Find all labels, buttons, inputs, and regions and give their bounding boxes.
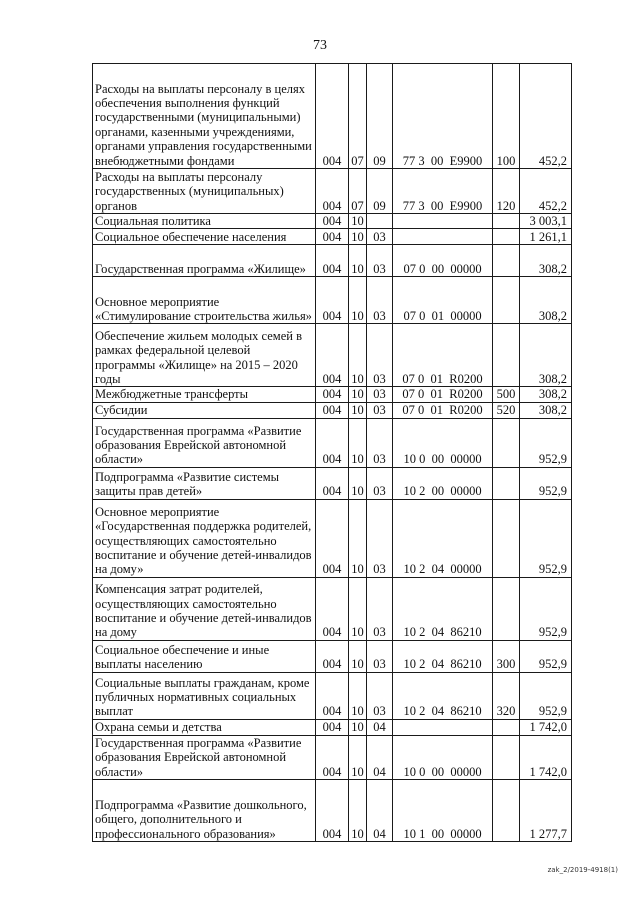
subsection-code: 04: [367, 780, 393, 842]
ved-code: 004: [316, 780, 349, 842]
expense-type-code: 320: [493, 672, 520, 719]
expense-type-code: 520: [493, 402, 520, 418]
target-article-code: 10 2 04 86210: [393, 640, 493, 672]
table-body: [93, 64, 572, 842]
table-row: [93, 780, 572, 842]
subsection-code: 04: [367, 735, 393, 779]
amount: 1 261,1: [520, 229, 572, 245]
section-code: 10: [349, 387, 367, 402]
section-code: 10: [349, 719, 367, 735]
expense-type-code: [493, 780, 520, 842]
table-row: [93, 418, 572, 467]
section-code: 10: [349, 245, 367, 277]
target-article-code: 07 0 01 00000: [393, 277, 493, 324]
section-code: 10: [349, 577, 367, 640]
expense-type-code: [493, 229, 520, 245]
ved-code: 004: [316, 245, 349, 277]
target-article-code: 10 2 00 00000: [393, 467, 493, 499]
subsection-code: 09: [367, 169, 393, 214]
section-code: 10: [349, 640, 367, 672]
ved-code: 004: [316, 402, 349, 418]
section-code: 10: [349, 780, 367, 842]
expense-type-code: [493, 245, 520, 277]
amount: 452,2: [520, 64, 572, 169]
expense-type-code: [493, 214, 520, 229]
amount: 308,2: [520, 402, 572, 418]
amount: 308,2: [520, 245, 572, 277]
section-code: 07: [349, 64, 367, 169]
row-name: Государственная программа «Жилище»: [93, 245, 316, 277]
row-name: Подпрограмма «Развитие системы защиты прав детей»: [93, 467, 316, 499]
expense-type-code: 500: [493, 387, 520, 402]
target-article-code: 10 2 04 86210: [393, 577, 493, 640]
row-name: Обеспечение жильем молодых семей в рамках федеральной целевой программы «Жилище» на 2015 – 2020 годы: [93, 324, 316, 387]
amount: 952,9: [520, 467, 572, 499]
ved-code: 004: [316, 64, 349, 169]
amount: 452,2: [520, 169, 572, 214]
expense-type-code: 300: [493, 640, 520, 672]
target-article-code: [393, 229, 493, 245]
target-article-code: 07 0 01 R0200: [393, 387, 493, 402]
target-article-code: 10 0 00 00000: [393, 418, 493, 467]
target-article-code: 10 0 00 00000: [393, 735, 493, 779]
amount: 952,9: [520, 418, 572, 467]
subsection-code: 03: [367, 324, 393, 387]
ved-code: 004: [316, 672, 349, 719]
target-article-code: 07 0 01 R0200: [393, 402, 493, 418]
table-row: [93, 402, 572, 418]
ved-code: 004: [316, 577, 349, 640]
table-row: [93, 577, 572, 640]
amount: 308,2: [520, 387, 572, 402]
target-article-code: 07 0 01 R0200: [393, 324, 493, 387]
ved-code: 004: [316, 418, 349, 467]
section-code: 10: [349, 324, 367, 387]
section-code: 07: [349, 169, 367, 214]
ved-code: 004: [316, 214, 349, 229]
expense-type-code: 120: [493, 169, 520, 214]
table-row: [93, 214, 572, 229]
section-code: 10: [349, 418, 367, 467]
amount: 952,9: [520, 672, 572, 719]
row-name: Социальная политика: [93, 214, 316, 229]
subsection-code: 03: [367, 577, 393, 640]
section-code: 10: [349, 672, 367, 719]
target-article-code: 10 2 04 00000: [393, 499, 493, 577]
table-row: [93, 245, 572, 277]
subsection-code: 03: [367, 418, 393, 467]
table-row: [93, 64, 572, 169]
ved-code: 004: [316, 169, 349, 214]
subsection-code: 03: [367, 467, 393, 499]
ved-code: 004: [316, 719, 349, 735]
subsection-code: 03: [367, 229, 393, 245]
ved-code: 004: [316, 640, 349, 672]
subsection-code: 03: [367, 245, 393, 277]
subsection-code: 04: [367, 719, 393, 735]
target-article-code: 77 3 00 E9900: [393, 64, 493, 169]
target-article-code: 77 3 00 E9900: [393, 169, 493, 214]
amount: 308,2: [520, 324, 572, 387]
subsection-code: 09: [367, 64, 393, 169]
subsection-code: 03: [367, 672, 393, 719]
expense-type-code: [493, 499, 520, 577]
table-row: [93, 640, 572, 672]
table-row: [93, 467, 572, 499]
subsection-code: 03: [367, 402, 393, 418]
ved-code: 004: [316, 387, 349, 402]
ved-code: 004: [316, 467, 349, 499]
table-row: [93, 169, 572, 214]
expense-type-code: [493, 735, 520, 779]
table-row: [93, 735, 572, 779]
ved-code: 004: [316, 499, 349, 577]
row-name: Расходы на выплаты персоналу государственных (муниципальных) органов: [93, 169, 316, 214]
table-row: [93, 324, 572, 387]
row-name: Межбюджетные трансферты: [93, 387, 316, 402]
target-article-code: [393, 719, 493, 735]
expense-type-code: 100: [493, 64, 520, 169]
section-code: 10: [349, 214, 367, 229]
subsection-code: [367, 214, 393, 229]
amount: 952,9: [520, 577, 572, 640]
row-name: Социальное обеспечение и иные выплаты населению: [93, 640, 316, 672]
ved-code: 004: [316, 735, 349, 779]
document-footer-code: zak_2/2019-4918(1): [547, 866, 618, 874]
table-row: [93, 277, 572, 324]
amount: 1 742,0: [520, 735, 572, 779]
subsection-code: 03: [367, 640, 393, 672]
expense-type-code: [493, 277, 520, 324]
target-article-code: 10 2 04 86210: [393, 672, 493, 719]
expense-type-code: [493, 324, 520, 387]
target-article-code: 07 0 00 00000: [393, 245, 493, 277]
ved-code: 004: [316, 229, 349, 245]
row-name: Основное мероприятие «Стимулирование строительства жилья»: [93, 277, 316, 324]
target-article-code: 10 1 00 00000: [393, 780, 493, 842]
page-number: 73: [313, 38, 327, 53]
amount: 308,2: [520, 277, 572, 324]
target-article-code: [393, 214, 493, 229]
section-code: 10: [349, 467, 367, 499]
amount: 1 277,7: [520, 780, 572, 842]
expense-type-code: [493, 467, 520, 499]
amount: 952,9: [520, 499, 572, 577]
ved-code: 004: [316, 324, 349, 387]
table-row: [93, 719, 572, 735]
row-name: Социальное обеспечение населения: [93, 229, 316, 245]
row-name: Социальные выплаты гражданам, кроме публичных нормативных социальных выплат: [93, 672, 316, 719]
expense-type-code: [493, 719, 520, 735]
row-name: Государственная программа «Развитие образования Еврейской автономной области»: [93, 418, 316, 467]
table-row: [93, 387, 572, 402]
expense-type-code: [493, 577, 520, 640]
section-code: 10: [349, 499, 367, 577]
row-name: Государственная программа «Развитие образования Еврейской автономной области»: [93, 735, 316, 779]
section-code: 10: [349, 402, 367, 418]
ved-code: 004: [316, 277, 349, 324]
row-name: Компенсация затрат родителей, осуществляющих самостоятельно воспитание и обучение детей-инвалидов на дому: [93, 577, 316, 640]
section-code: 10: [349, 277, 367, 324]
row-name: Субсидии: [93, 402, 316, 418]
row-name: Основное мероприятие «Государственная поддержка родителей, осуществляющих самостоятельно воспитание и обучение детей-инвалидов на дому»: [93, 499, 316, 577]
section-code: 10: [349, 735, 367, 779]
section-code: 10: [349, 229, 367, 245]
expense-type-code: [493, 418, 520, 467]
subsection-code: 03: [367, 387, 393, 402]
amount: 952,9: [520, 640, 572, 672]
table-row: [93, 499, 572, 577]
table-row: [93, 229, 572, 245]
row-name: Подпрограмма «Развитие дошкольного, общего, дополнительного и профессионального образования»: [93, 780, 316, 842]
amount: 3 003,1: [520, 214, 572, 229]
amount: 1 742,0: [520, 719, 572, 735]
row-name: Расходы на выплаты персоналу в целях обеспечения выполнения функций государственными (муниципальными) органами, казенными учреждениями, органами управления государственными внебюджетными фондами: [93, 64, 316, 169]
budget-table: [92, 63, 572, 842]
subsection-code: 03: [367, 277, 393, 324]
table-row: [93, 672, 572, 719]
subsection-code: 03: [367, 499, 393, 577]
row-name: Охрана семьи и детства: [93, 719, 316, 735]
